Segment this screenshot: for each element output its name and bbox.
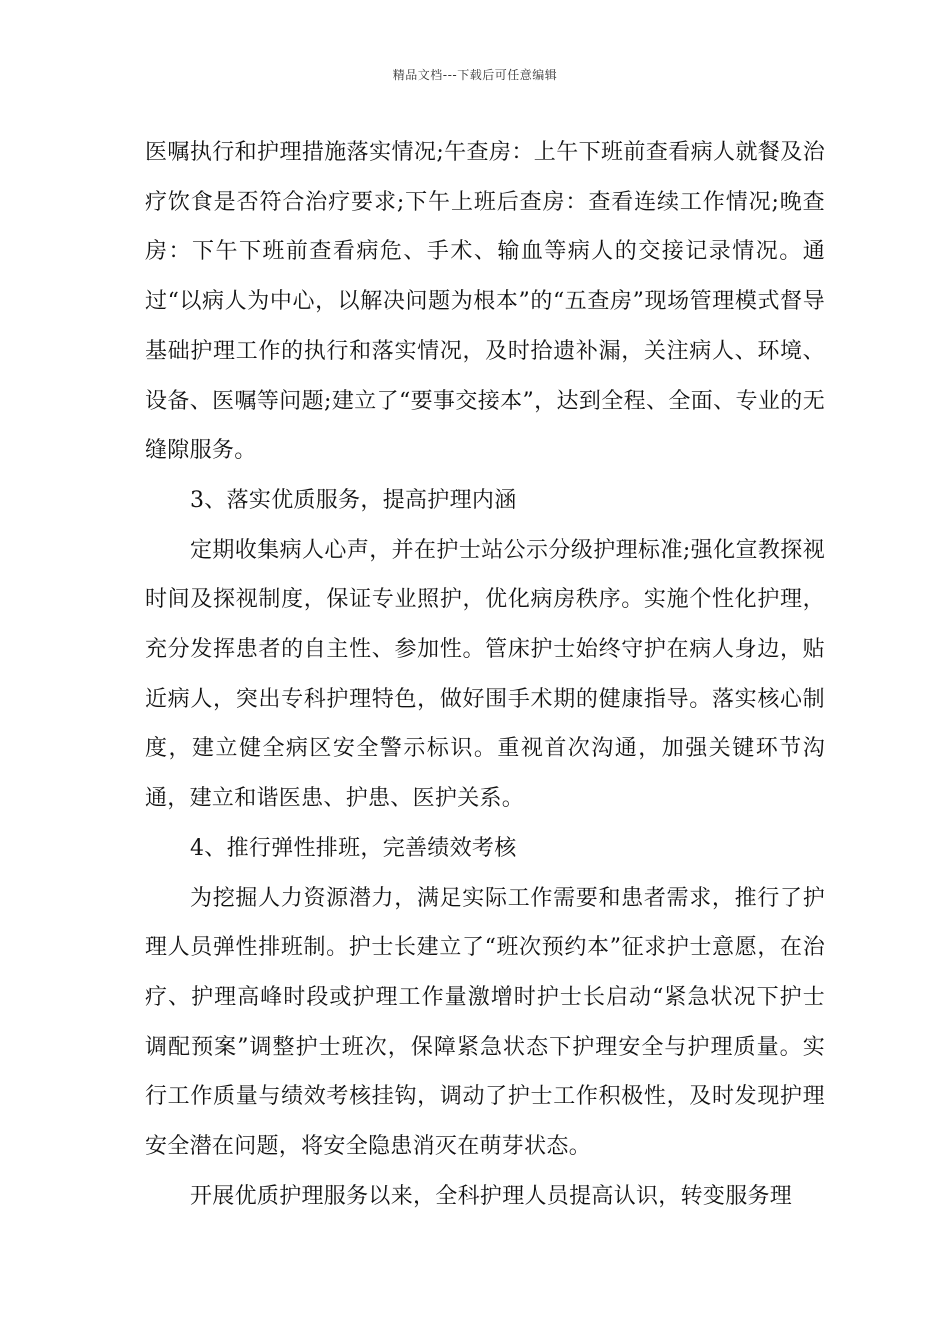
document-body xyxy=(145,128,825,1221)
paragraph: 医嘱执行和护理措施落实情况;午查房：上午下班前查看病人就餐及治疗饮食是否符合治疗要求;下午上班后查房：查看连续工作情况;晚查房：下午下班前查看病危、手术、输血等病人的交接记录情况。通过“以病人为中心，以解决问题为根本”的“五查房”现场管理模式督导基础护理工作的执行和落实情况，及时拾遗补漏，关注病人、环境、设备、医嘱等问题;建立了“要事交接本”，达到全程、全面、专业的无缝隙服务。 xyxy=(145,140,825,464)
paragraph: 开展优质护理服务以来，全科护理人员提高认识，转变服务理 xyxy=(190,1183,793,1209)
page-header: 精品文档---下载后可任意编辑 xyxy=(392,68,558,82)
paragraph: 定期收集病人心声，并在护士站公示分级护理标准;强化宣教探视时间及探视制度，保证专业照护，优化病房秩序。实施个性化护理，充分发挥患者的自主性、参加性。管床护士始终守护在病人身边，贴近病人，突出专科护理特色，做好围手术期的健康指导。落实核心制度，建立健全病区安全警示标识。重视首次沟通，加强关键环节沟通，建立和谐医患、护患、医护关系。 xyxy=(145,537,825,812)
section-heading: 3、落实优质服务，提高护理内涵 xyxy=(190,487,517,513)
paragraph: 为挖掘人力资源潜力，满足实际工作需要和患者需求，推行了护理人员弹性排班制。护士长建立了“班次预约本”征求护士意愿，在治疗、护理高峰时段或护理工作量激增时护士长启动“紧急状况下护士调配预案”调整护士班次，保障紧急状态下护理安全与护理质量。实行工作质量与绩效考核挂钩，调动了护士工作积极性，及时发现护理安全潜在问题，将安全隐患消灭在萌芽状态。 xyxy=(145,885,825,1160)
section-heading: 4、推行弹性排班，完善绩效考核 xyxy=(190,835,517,861)
